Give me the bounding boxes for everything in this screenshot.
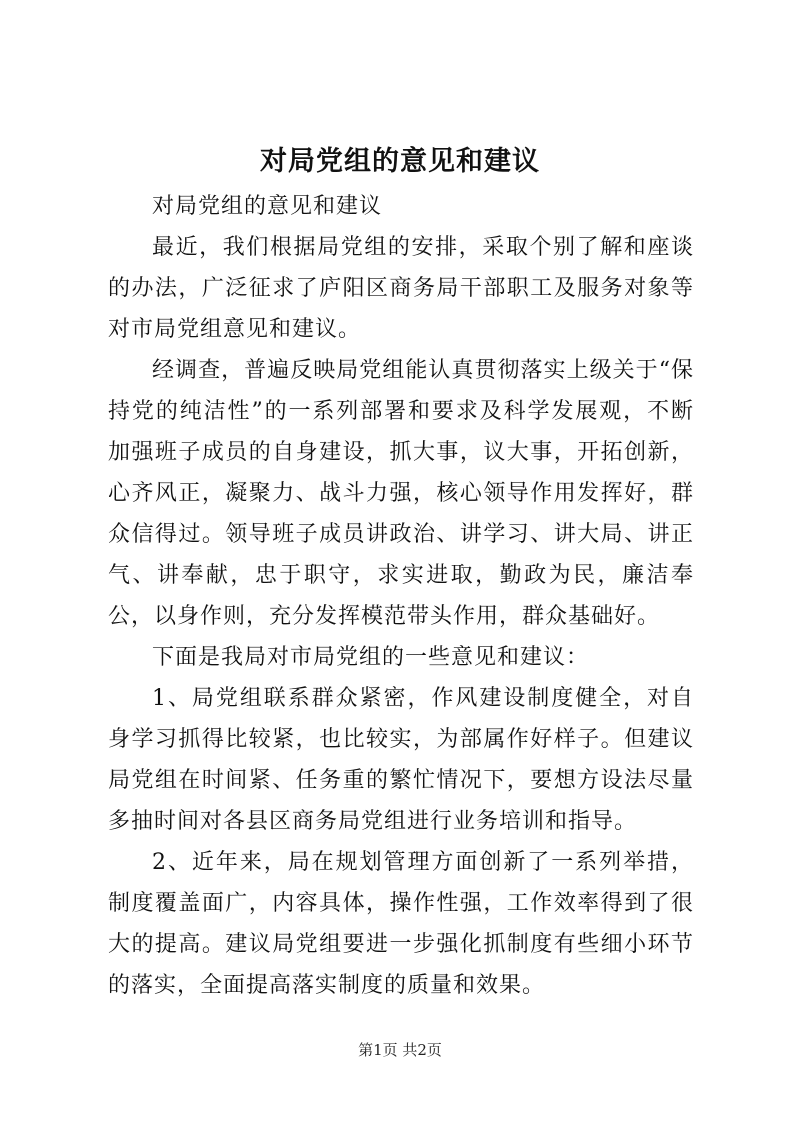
page-footer: 第1页 共2页: [358, 1041, 442, 1059]
paragraph-suggestion-1: 1、局党组联系群众紧密，作风建设制度健全，对自身学习抓得比较紧，也比较实，为部属作好样子。但建议局党组在时间紧、任务重的繁忙情况下，要想方设法尽量多抽时间对各县区商务局党组进行业务培训和指导。: [108, 686, 694, 834]
paragraph-survey: 经调查，普遍反映局党组能认真贯彻落实上级关于“保持党的纯洁性”的一系列部署和要求及科学发展观，不断加强班子成员的自身建设，抓大事，议大事，开拓创新，心齐风正，凝聚力、战斗力强，核心领导作用发挥好，群众信得过。领导班子成员讲政治、讲学习、讲大局、讲正气、讲奉献，忠于职守，求实进取，勤政为民，廉洁奉公，以身作则，充分发挥模范带头作用，群众基础好。: [108, 358, 694, 629]
paragraph-suggestion-2: 2、近年来，局在规划管理方面创新了一系列举措，制度覆盖面广，内容具体，操作性强，工作效率得到了很大的提高。建议局党组要进一步强化抓制度有些细小环节的落实，全面提高落实制度的质量和效果。: [108, 850, 694, 998]
document-title: 对局党组的意见和建议: [260, 146, 540, 177]
paragraph-subtitle: 对局党组的意见和建议: [152, 194, 383, 219]
document-body: [108, 186, 694, 1006]
paragraph-lead-in: 下面是我局对市局党组的一些意见和建议：: [152, 645, 590, 670]
paragraph-intro: 最近，我们根据局党组的安排，采取个别了解和座谈的办法，广泛征求了庐阳区商务局干部职工及服务对象等对市局党组意见和建议。: [108, 235, 694, 342]
